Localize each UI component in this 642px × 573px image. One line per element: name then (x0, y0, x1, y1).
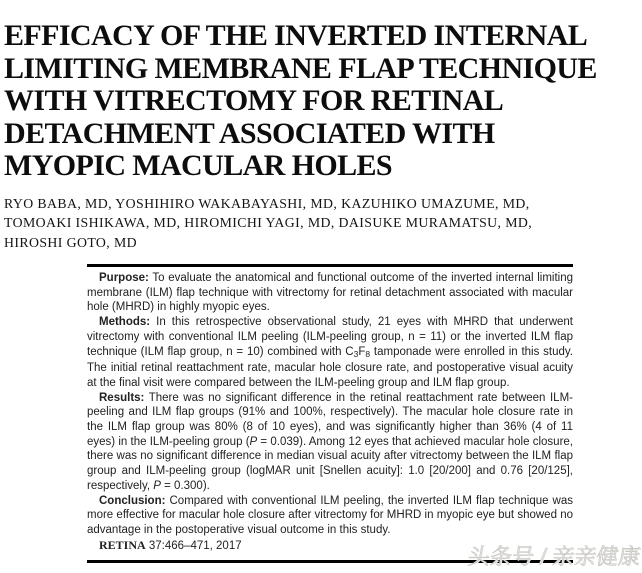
text-line: DETACHMENT ASSOCIATED WITH (4, 116, 495, 150)
abstract-paragraph-results (87, 391, 573, 494)
text-line: MYOPIC MACULAR HOLES (4, 149, 393, 183)
text-segment: To evaluate the anatomical and functional outcome of the inverted internal limiting membrane (ILM) flap technique with vitrectomy for retinal detachment associated with macular hole (MHRD) in highly myopic eyes. (87, 272, 573, 314)
text-line: HIROSHI GOTO, MD (4, 234, 138, 250)
watermark: 头条号 / 亲亲健康 (465, 544, 642, 569)
text-segment: In this retrospective observational study, 21 eyes with MHRD that underwent vitrectomy with conventional ILM peeling (ILM-peeling group, n = 11) or the inverted ILM flap technique (ILM flap group, n = 10) combined with C (87, 316, 573, 358)
author-list (4, 194, 634, 252)
abstract-paragraph-conclusion (87, 494, 573, 538)
text-segment: = 0.300). (160, 479, 210, 492)
text-segment: F (358, 345, 366, 358)
text-segment: Purpose: (99, 272, 149, 284)
paper-title (4, 20, 642, 183)
abstract-paragraph-purpose (87, 271, 573, 315)
text-segment: There was no significant difference in the retinal reattachment rate between ILM-peeling and ILM flap groups (91% and 100%, respectively). The macular hole closure rate in the ILM flap group was 80% (8 of 10 eyes), and was significantly higher than 36% (4 of 11 eyes) in the ILM-peeling group ( (87, 391, 573, 448)
text-segment: RETINA (99, 537, 146, 552)
text-segment: 37:466–471, 2017 (145, 539, 242, 552)
text-segment: Results: (99, 391, 145, 404)
text-line: TOMOAKI ISHIKAWA, MD, HIROMICHI YAGI, MD, DAISUKE MURAMATSU, MD, (4, 215, 533, 231)
text-segment: P (249, 435, 258, 448)
text-line: EFFICACY OF THE INVERTED INTERNAL (4, 20, 588, 53)
text-line: LIMITING MEMBRANE FLAP TECHNIQUE (4, 51, 597, 85)
abstract-paragraph-methods (87, 315, 573, 391)
text-segment: 8 (365, 348, 371, 359)
text-segment: Conclusion: (99, 494, 166, 507)
text-line: RYO BABA, MD, YOSHIHIRO WAKABAYASHI, MD, KAZUHIKO UMAZUME, MD, (4, 196, 530, 211)
text-segment: P (153, 479, 161, 492)
abstract-block (87, 264, 573, 563)
text-line: WITH VITRECTOMY FOR RETINAL (4, 84, 504, 118)
text-segment: tamponade were enrolled in this study. The initial retinal reattachment rate, macular hole closure rate, and postoperative visual acuity at the final visit were compared between the ILM-peeling group and ILM flap group. (87, 345, 573, 389)
text-segment: Compared with conventional ILM peeling, the inverted ILM flap technique was more effective for macular hole closure after vitrectomy for MHRD in myopic eye but showed no advantage in the postoperative visual outcome in this study. (87, 494, 573, 536)
text-segment: Methods: (99, 316, 151, 329)
text-segment: 3 (353, 348, 359, 359)
text-segment: = 0.039). Among 12 eyes that achieved macular hole closure, there was no significant difference in median visual acuity after vitrectomy between the ILM flap group and ILM-peeling group (logMAR unit [Snellen acuity]: 1.0 [20/200] and 0.76 [20/125], respectively, (87, 435, 573, 492)
